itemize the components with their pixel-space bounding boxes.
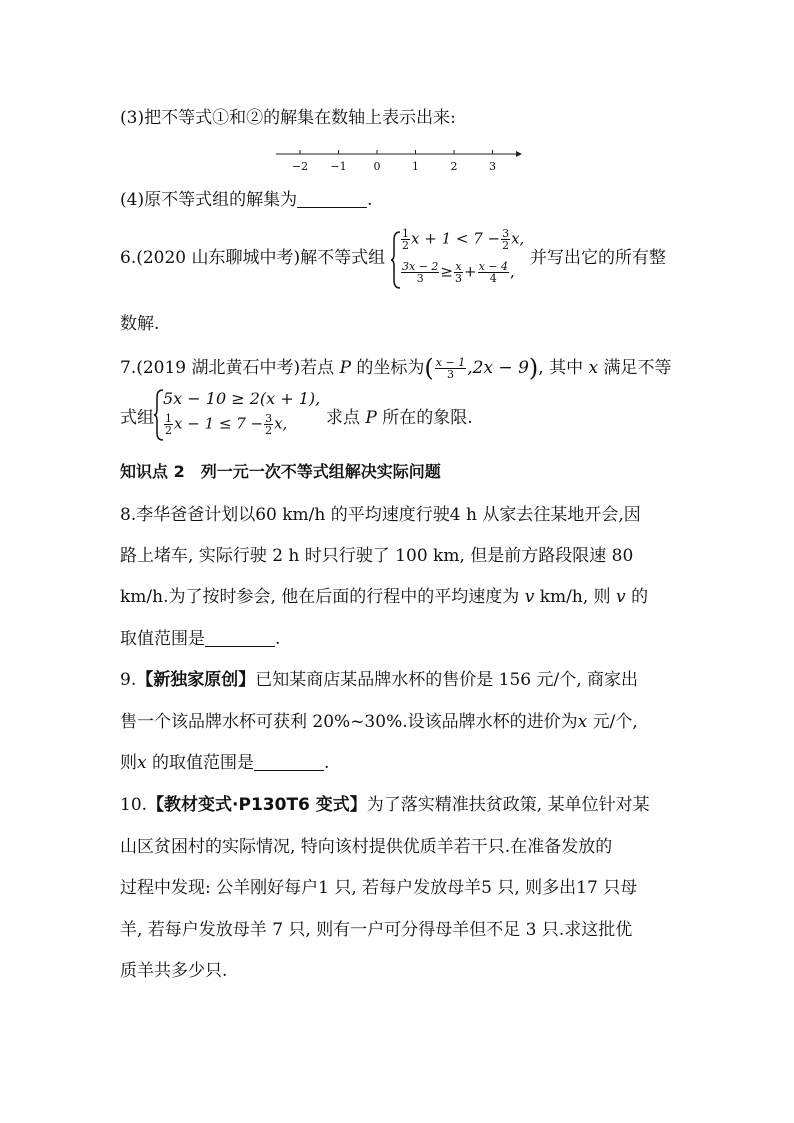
q9-line3: 则x 的取值范围是 . [120, 753, 330, 773]
q5-part4: (4)原不等式组的解集为 . [120, 190, 373, 210]
q6-system-eq1: $\frac{1}{2}$ x + 1 < 7 − $\frac{3}{2}$ x, [402, 227, 525, 252]
number-line-tick-label: −1 [330, 160, 347, 173]
q6-prefix: 6.(2020 山东聊城中考)解不等式组 [120, 248, 386, 268]
section-heading: 知识点 2 列一元一次不等式组解决实际问题 [120, 462, 441, 481]
number-line-arrow-icon [516, 151, 522, 157]
q6-line1 [120, 246, 385, 270]
answer-blank[interactable] [205, 628, 275, 647]
number-line-tick-label: 1 [412, 160, 419, 173]
q8-line1: 8.李华爸爸计划以60 km/h 的平均速度行驶4 h 从家去往某地开会,因 [120, 505, 641, 525]
q8-line4: 取值范围是 . [120, 629, 281, 649]
answer-blank[interactable] [297, 189, 367, 208]
q10-line3: 过程中发现: 公羊刚好每户1 只, 若每户发放母羊5 只, 则多出17 只母 [120, 878, 638, 898]
q9-line1: 9.【新独家原创】已知某商店某品牌水杯的售价是 156 元/个, 商家出 [120, 670, 639, 690]
q10-line1: 10.【教材变式·P130T6 变式】为了落实精准扶贫政策, 某单位针对某 [120, 795, 650, 815]
q8-line2: 路上堵车, 实际行驶 2 h 时只行驶了 100 km, 但是前方路段限速 80 [120, 546, 634, 566]
q5-part4-text: (4)原不等式组的解集为 [120, 190, 298, 210]
number-line [270, 146, 522, 176]
q8-line3: km/h.为了按时参会, 他在后面的行程中的平均速度为 v km/h, 则 v 的 [120, 587, 649, 607]
q5-part3: (3)把不等式①和②的解集在数轴上表示出来: [120, 108, 456, 128]
q6-suffix: 并写出它的所有整 [530, 248, 666, 268]
number-line-tick-label: −2 [291, 160, 309, 173]
q10-line5: 质羊共多少只. [120, 961, 228, 981]
q7-line2-prefix: 式组 [120, 408, 154, 428]
q9-line2: 售一个该品牌水杯可获利 20%~30%.设该品牌水杯的进价为x 元/个, [120, 712, 638, 732]
q6-line2: 数解. [120, 314, 160, 334]
q7-line1: 7.(2019 湖北黄石中考)若点 P 的坐标为( $\frac{x - 1}{3}$ ,2x − 9), 其中 x 满足不等 [120, 354, 672, 382]
answer-blank[interactable] [254, 752, 324, 771]
q7-system-eq1: 5x − 10 ≥ 2(x + 1), [163, 389, 321, 408]
number-line-tick-label: 3 [489, 160, 496, 173]
q10-line4: 羊, 若每户发放母羊 7 只, 则有一户可分得母羊但不足 3 只.求这批优 [120, 920, 633, 940]
number-line-tick-label: 2 [450, 160, 458, 173]
q10-line2: 山区贫困村的实际情况, 特向该村提供优质羊若干只.在准备发放的 [120, 837, 613, 857]
q6-system-eq2: $\frac{3x - 2}{3}$ ≥ $\frac{x}{3}$ + $\frac{x - 4}{4}$ , [402, 260, 515, 285]
q7-line2-suffix: 求点 P 所在的象限. [326, 408, 473, 428]
q7-system-eq2: $\frac{1}{2}$ x − 1 ≤ 7 − $\frac{3}{2}$ x, [165, 412, 288, 437]
number-line-tick-label: 0 [373, 160, 381, 173]
